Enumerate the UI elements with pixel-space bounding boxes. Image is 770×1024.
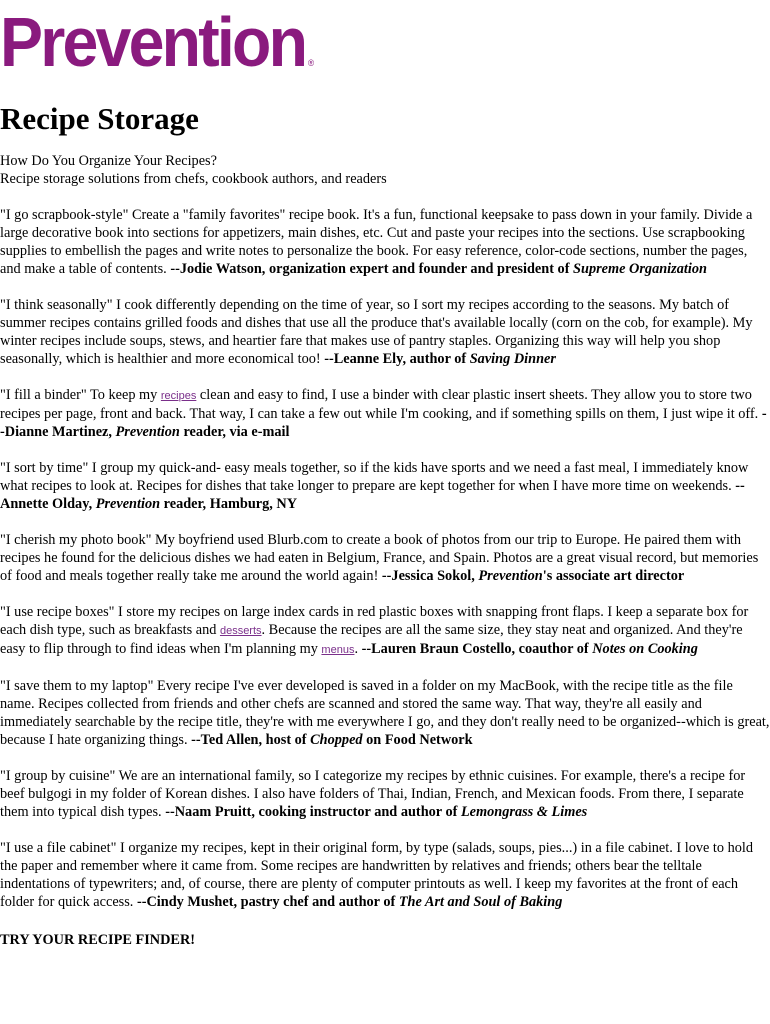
entry-byline (191, 732, 472, 748)
byline-author: --Leanne Ely, author of (324, 351, 470, 367)
entry-text: . (354, 641, 362, 657)
entry-cuisine (0, 767, 770, 821)
byline-title: Prevention (95, 496, 161, 512)
byline-author: --Dianne Martinez, (0, 406, 767, 440)
byline-suffix: reader, Hamburg, NY (160, 496, 298, 512)
byline-author: --Jessica Sokol, (381, 568, 479, 584)
registered-mark: ® (307, 58, 315, 68)
prevention-logo[interactable] (0, 2, 314, 103)
byline-title: Chopped (310, 732, 363, 748)
logo-text: Prevention (0, 3, 306, 81)
entry-text: "I use recipe boxes" I store my recipes on large index cards in red plastic boxes with snapping front flaps. I keep a separate box for each dish type, such as breakfasts and (0, 604, 749, 638)
recipe-finder-cta[interactable]: TRY YOUR RECIPE FINDER! (0, 932, 196, 948)
byline-title: Supreme Organization (573, 261, 707, 277)
entry-text: clean and easy to find, I use a binder with clear plastic insert sheets. They allow you to store two recipes per page, front and back. That way, I can take a few out while I'm cooking, and if something spills on them, I just wipe it off. (0, 387, 762, 422)
byline-author: --Ted Allen, host of (191, 732, 311, 748)
entry-text: . Because the recipes are all the same size, they stay neat and organized. And they're easy to flip through to find ideas when I'm planning my (0, 622, 743, 657)
entry-file-cabinet (0, 839, 770, 911)
intro-subtitle: Recipe storage solutions from chefs, cookbook authors, and readers (0, 171, 387, 187)
entry-text: "I use a file cabinet" I organize my recipes, kept in their original form, by type (salads, soups, pies...) in a file cabinet. I love to hold the paper and remember where it came from. Some recipes are handwritten by relatives and friends; others bear the telltale indentations of typewriters; and, of course, there are plenty of computer printouts as well. I keep my favorites at the front of each folder for quick access. (0, 840, 754, 910)
entry-text: "I save them to my laptop" Every recipe I've ever developed is saved in a folder on my MacBook, with the recipe title as the file name. Recipes collected from friends and other chefs are scanned and stored the same way. That way, they're all easily and immediately searchable by the recipe title, they're with me everywhere I go, and they don't really need to be organized--which is great, because I hate organizing things. (0, 678, 770, 748)
entry-byline (170, 261, 707, 277)
byline-title: Prevention (478, 568, 543, 584)
entry-byline (362, 641, 698, 657)
entry-byline (382, 568, 684, 584)
entry-text: "I go scrapbook-style" Create a "family favorites" recipe book. It's a fun, functional keepsake to pass down in your family. Divide a large decorative book into sections for appetizers, main dishes, etc. Cut and paste your recipes into the sections. Use scrapbooking supplies to embellish the pages and write notes to personalize the book. For easy reference, color-code sections, number the pages, and make a table of contents. (0, 207, 753, 277)
byline-suffix: on Food Network (362, 732, 473, 748)
page-title: Recipe Storage (0, 101, 199, 136)
byline-title: Lemongrass & Limes (460, 804, 588, 820)
byline-author: --Annette Olday, (0, 478, 745, 512)
entry-binder (0, 386, 770, 441)
byline-author: --Lauren Braun Costello, coauthor of (361, 641, 593, 657)
entry-text: "I group by cuisine" We are an international family, so I categorize my recipes by ethnic cuisines. For example, there's a recipe for beef bulgogi in my folder of Korean dishes. I also have folders of Thai, Indian, French, and Mexican foods. From there, I separate them into typical dish types. (0, 768, 746, 820)
entry-text: "I sort by time" I group my quick-and- easy meals together, so if the kids have sports and we need a fast meal, I immediately know what recipes to look at. Recipes for dishes that take longer to prepare are kept together for when I have more time on weekends. (0, 460, 749, 494)
byline-title: Prevention (115, 424, 180, 440)
article (0, 100, 770, 949)
byline-title: The Art and Soul of Baking (398, 894, 563, 910)
byline-title: Notes on Cooking (592, 641, 698, 657)
recipes-link[interactable]: recipes (160, 390, 197, 402)
entry-byline (324, 351, 556, 367)
entry-seasonally (0, 296, 770, 368)
byline-author: --Cindy Mushet, pastry chef and author of (136, 894, 399, 910)
entry-text: "I fill a binder" To keep my (0, 387, 161, 403)
byline-title: Saving Dinner (469, 351, 556, 367)
entry-by-time (0, 459, 770, 513)
intro (0, 152, 770, 188)
entry-photo-book (0, 531, 770, 585)
entry-laptop (0, 677, 770, 749)
entry-recipe-boxes (0, 603, 770, 659)
menus-link[interactable]: menus (321, 644, 355, 656)
byline-author: --Naam Pruitt, cooking instructor and author of (165, 804, 461, 820)
entry-byline (137, 894, 562, 910)
intro-question: How Do You Organize Your Recipes? (0, 153, 217, 169)
desserts-link[interactable]: desserts (219, 625, 262, 637)
entry-scrapbook (0, 206, 770, 278)
byline-suffix: reader, via e-mail (179, 424, 290, 440)
entry-byline (165, 804, 587, 820)
byline-author: --Jodie Watson, organization expert and founder and president of (170, 261, 574, 277)
byline-suffix: 's associate art director (542, 568, 685, 584)
entry-text: "I think seasonally" I cook differently depending on the time of year, so I sort my recipes according to the seasons. My batch of summer recipes contains grilled foods and dishes that use all the produce that's available locally (corn on the cob, for example). My winter recipes include soups, stews, and heartier fare that makes use of pantry staples. Organizing this way will help you shop seasonally, which is healthier and more economical too! (0, 297, 753, 367)
entry-text: "I cherish my photo book" My boyfriend used Blurb.com to create a book of photos from our trip to Europe. He paired them with recipes he found for the delicious dishes we had eaten in Belgium, France, and Spain. Photos are a great visual record, but memories of food and meals together really take me around the world again! (0, 532, 759, 584)
